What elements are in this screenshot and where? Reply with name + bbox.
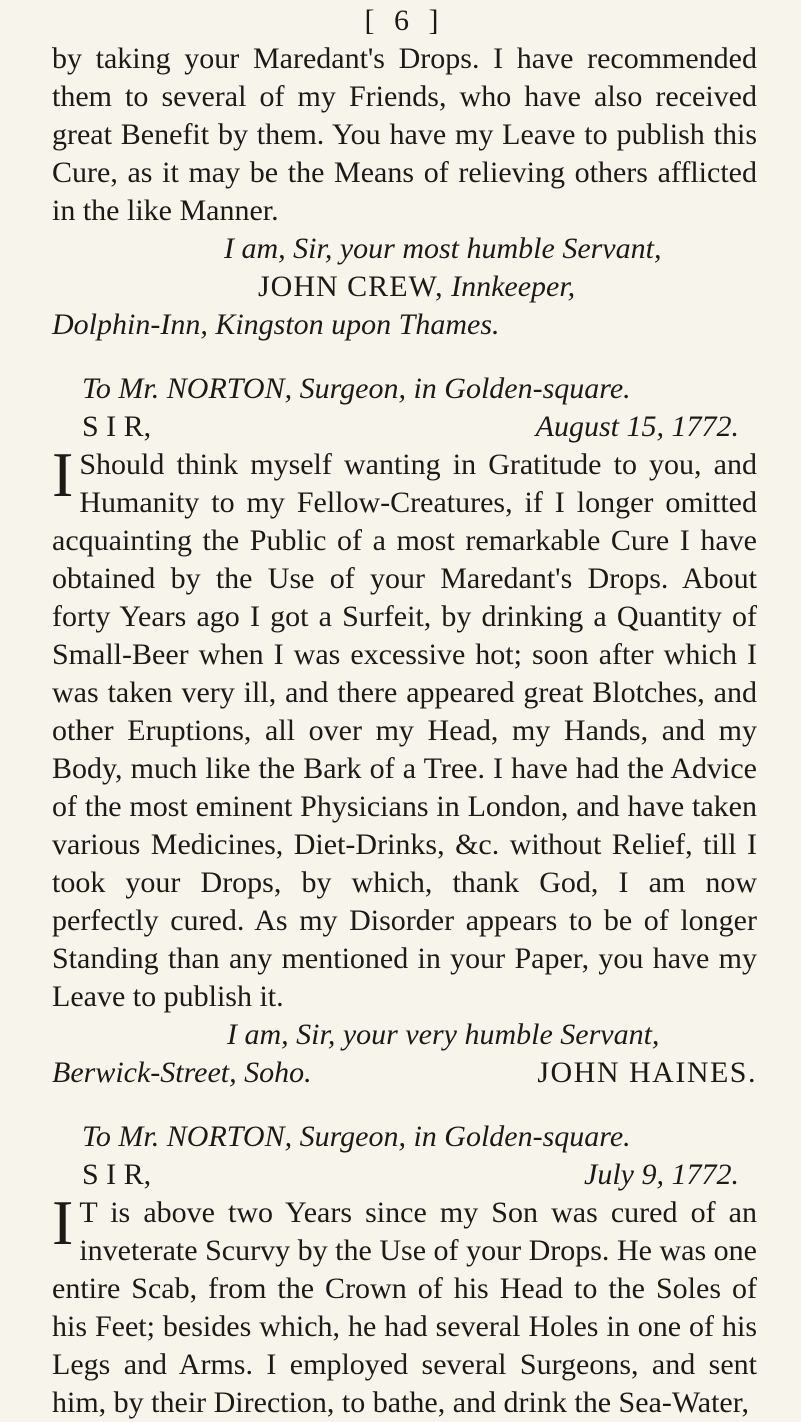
letter1-signature — [52, 268, 757, 306]
page-number: [ 6 ] — [364, 4, 445, 37]
letter1-closing: I am, Sir, your most humble Servant, — [224, 232, 662, 265]
letter2-heading — [52, 408, 757, 446]
letter2-closing: I am, Sir, your very humble Servant, — [227, 1018, 660, 1051]
letter2-body — [52, 439, 757, 1016]
letter1-title: Innkeeper, — [451, 270, 576, 303]
letter2-date: August 15, 1772. — [535, 410, 739, 443]
letter2-sign-row — [52, 1054, 757, 1092]
letter3-body — [52, 1187, 757, 1422]
letter2-dropcap: I — [52, 439, 74, 510]
letter1-name: JOHN CREW, — [258, 270, 444, 303]
letter2-address: Berwick-Street, Soho. — [52, 1056, 312, 1089]
letter2-body-text: Should think myself wanting in Gratitude to you, and Humanity to my Fellow-Creatures, if I longer omitted acquainting the Public of a most remarkable Cure I have obtained by the Use of your Maredant's Drops. About forty Years ago I got a Surfeit, by drinking a Quantity of Small-Beer when I was excessive hot; soon after which I was taken very ill, and there appeared great Blotches, and other Eruptions, all over my Head, my Hands, and my Body, much like the Bark of a Tree. I have had the Advice of the most eminent Physicians in London, and have taken various Medicines, Diet-Drinks, &c. without Relief, till I took your Drops, by which, thank God, I am now perfectly cured. As my Disorder appears to be of longer Standing than any mentioned in your Paper, you have my Leave to publish it. — [52, 448, 757, 1013]
letter3-salutation: S I R, — [82, 1158, 152, 1191]
letter3-dropcap: I — [52, 1187, 74, 1258]
letter1-address: Dolphin-Inn, Kingston upon Thames. — [52, 308, 500, 341]
letter2-salutation: S I R, — [82, 410, 152, 443]
letter2-recipient: To Mr. NORTON, Surgeon, in Golden-square. — [82, 372, 631, 405]
letter2-name: JOHN HAINES. — [537, 1056, 757, 1089]
letter3-heading — [52, 1156, 757, 1194]
letter3-body-text: T is above two Years since my Son was cured of an inveterate Scurvy by the Use of your Drops. He was one entire Scab, from the Crown of his Head to the Soles of his Feet; besides which, he had several Holes in one of his Legs and Arms. I employed several Surgeons, and sent him, by their Direction, to bathe, and drink the Sea-Water, — [52, 1196, 757, 1419]
letter3-date: July 9, 1772. — [584, 1158, 739, 1191]
opening-paragraph: by taking your Maredant's Drops. I have recommended them to several of my Friends, who have also received great Benefit by them. You have my Leave to publish this Cure, as it may be the Means of relieving others afflicted in the like Manner. — [52, 42, 757, 227]
letter3-recipient: To Mr. NORTON, Surgeon, in Golden-square. — [82, 1120, 631, 1153]
